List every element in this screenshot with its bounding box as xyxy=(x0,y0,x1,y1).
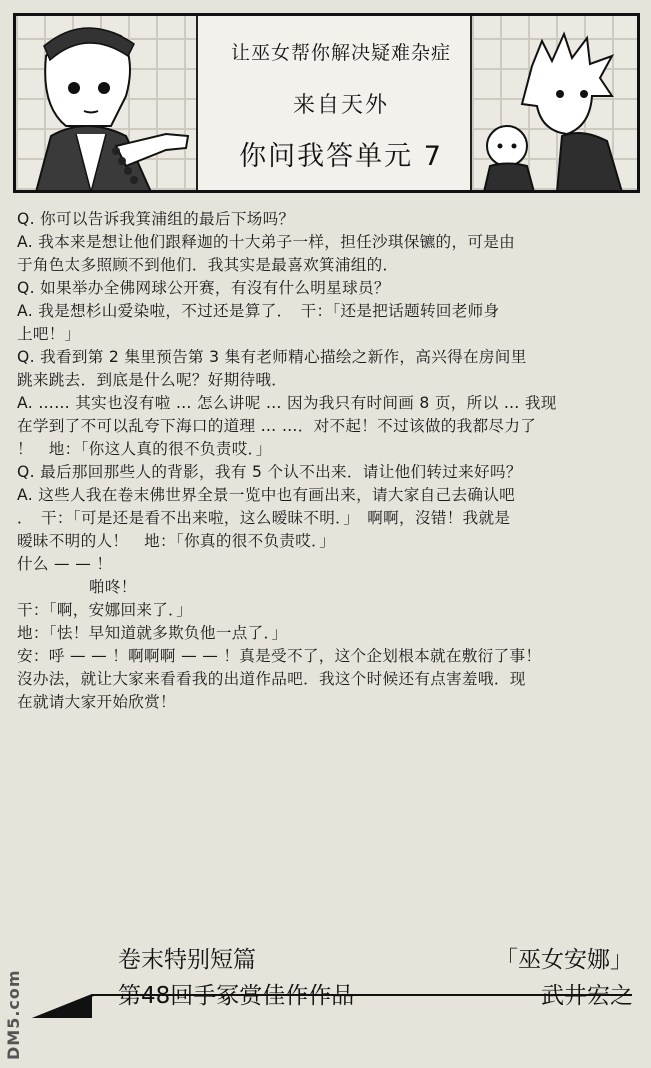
header-tagline: 来自天外 xyxy=(292,93,389,118)
qa-line: 在学到了不可以乱夸下海口的道理 … …．对不起！不过该做的我都尽力了 xyxy=(17,417,537,435)
qa-line: 什么 — — ！ xyxy=(17,555,113,573)
header-title: 你问我答单元 7 xyxy=(239,141,443,172)
qa-line: 啪咚！ xyxy=(89,578,137,596)
header-subtitle: 让巫女帮你解决疑难杂症 xyxy=(230,42,451,64)
characters-figure-icon xyxy=(472,16,635,192)
miko-figure-icon xyxy=(16,16,194,192)
character-illustration-right xyxy=(470,16,637,190)
qa-line: 跳来跳去．到底是什么呢？好期待哦． xyxy=(17,371,288,389)
qa-line: A. 我是想杉山爱染啦，不过还是算了． 干：「还是把话题转回老师身 xyxy=(17,302,500,320)
footer-left-caption xyxy=(118,942,354,1014)
qa-line: 于角色太多照顾不到他们．我其实是最喜欢箕浦组的． xyxy=(17,256,399,274)
qa-line: 暧昧不明的人！ 地：「你真的很不负责哎．」 xyxy=(17,532,336,550)
qa-line: 沒办法，就让大家来看看我的出道作品吧．我这个时候还有点害羞哦．现 xyxy=(17,670,526,688)
qa-line: A. 我本来是想让他们跟释迦的十大弟子一样，担任沙琪保镳的，可是由 xyxy=(17,233,516,251)
qa-line: Q. 如果举办全佛网球公开赛，有沒有什么明星球员？ xyxy=(17,279,390,297)
qa-line: 在就请大家开始欣赏！ xyxy=(17,693,176,711)
qa-line: A. 这些人我在卷末佛世界全景一览中也有画出来，请大家自己去确认吧 xyxy=(17,486,516,504)
qa-line: ． 干：「可是还是看不出来啦，这么暧昧不明．」 啊啊，沒错！我就是 xyxy=(17,509,511,527)
footer-label: 卷末特别短篇 xyxy=(118,947,256,973)
story-title: 「巫女安娜」 xyxy=(495,947,633,973)
qa-line: 上吧！」 xyxy=(17,325,81,343)
footer-award: 第48回手冢赏佳作作品 xyxy=(118,983,355,1009)
qa-text-block xyxy=(17,208,643,714)
qa-line: A. …… 其实也沒有啦 … 怎么讲呢 … 因为我只有时间画 8 页，所以 … 我现 xyxy=(17,394,557,412)
qa-line: Q. 最后那回那些人的背影，我有 5 个认不出来．请让他们转过来好吗？ xyxy=(17,463,522,481)
author-name: 武井宏之 xyxy=(541,983,633,1009)
footer-right-caption xyxy=(495,942,633,1014)
qa-line: 安：呼 — — ！啊啊啊 — — ！真是受不了，这个企划根本就在敷衍了事！ xyxy=(17,647,542,665)
qa-line: Q. 我看到第 2 集里预告第 3 集有老师精心描绘之新作，高兴得在房间里 xyxy=(17,348,527,366)
character-illustration-left xyxy=(16,16,198,190)
qa-line: Q. 你可以告诉我箕浦组的最后下场吗？ xyxy=(17,210,295,228)
header-panel xyxy=(13,13,640,193)
qa-line: 地：「怯！早知道就多欺负他一点了．」 xyxy=(17,624,288,642)
qa-line: 干：「啊，安娜回来了．」 xyxy=(17,601,193,619)
site-watermark: DM5.com xyxy=(4,969,23,1060)
qa-line: ！ 地：「你这人真的很不负责哎．」 xyxy=(17,440,272,458)
